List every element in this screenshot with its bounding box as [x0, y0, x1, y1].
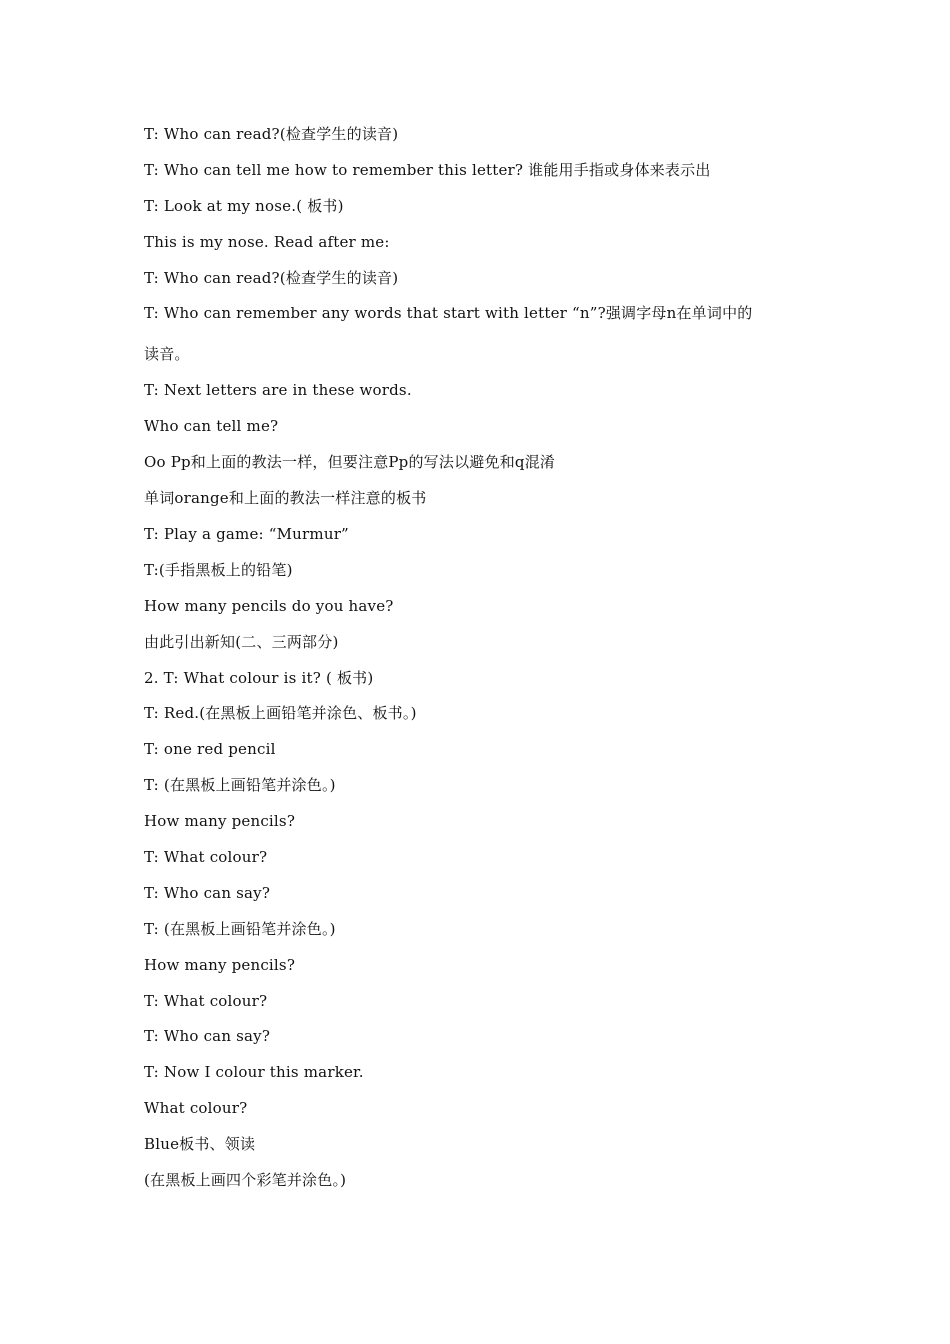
- text-line: Oo Pp和上面的教法一样，但要注意Pp的写法以避免和q混淆: [144, 453, 556, 472]
- text-line: 2. T: What colour is it? ( 板书): [144, 668, 374, 687]
- text-line: Blue板书、领读: [144, 1135, 256, 1154]
- text-line: T: Who can remember any words that start with letter “n”?强调字母n在单词中的: [144, 304, 753, 323]
- text-line: 单词orange和上面的教法一样注意的板书: [144, 489, 427, 508]
- text-line: Who can tell me?: [144, 417, 279, 436]
- text-line: T: Who can say?: [144, 1027, 271, 1046]
- text-line: 由此引出新知(二、三两部分): [144, 632, 339, 651]
- text-line: T:(手指黑板上的铅笔): [144, 560, 293, 579]
- text-line: T: What colour?: [144, 991, 268, 1010]
- text-line: This is my nose. Read after me:: [144, 232, 390, 251]
- text-line: T: Next letters are in these words.: [144, 381, 412, 400]
- text-line: How many pencils do you have?: [144, 596, 394, 615]
- text-line: T: Who can read?(检查学生的读音): [144, 125, 399, 143]
- text-line: How many pencils?: [144, 812, 296, 831]
- text-line: T: What colour?: [144, 848, 268, 867]
- text-line: T: (在黑板上画铅笔并涂色。): [144, 776, 336, 795]
- document-body: [144, 124, 824, 1206]
- text-line: T: Play a game: “Murmur”: [144, 525, 349, 544]
- text-line: T: (在黑板上画铅笔并涂色。): [144, 919, 336, 938]
- text-line: T: Look at my nose.( 板书): [144, 196, 344, 215]
- text-line: What colour?: [144, 1099, 248, 1118]
- text-line: (在黑板上画四个彩笔并涂色。): [144, 1171, 347, 1190]
- text-line: T: Who can tell me how to remember this letter? 谁能用手指或身体来表示出: [144, 160, 711, 179]
- text-line: How many pencils?: [144, 955, 296, 974]
- text-line: T: Red.(在黑板上画铅笔并涂色、板书。): [144, 704, 417, 723]
- text-line: T: Now I colour this marker.: [144, 1063, 364, 1082]
- text-line-continuation: 读音。: [144, 345, 190, 364]
- text-line: T: Who can say?: [144, 883, 271, 902]
- text-line: T: Who can read?(检查学生的读音): [144, 268, 399, 287]
- text-line: T: one red pencil: [144, 740, 276, 759]
